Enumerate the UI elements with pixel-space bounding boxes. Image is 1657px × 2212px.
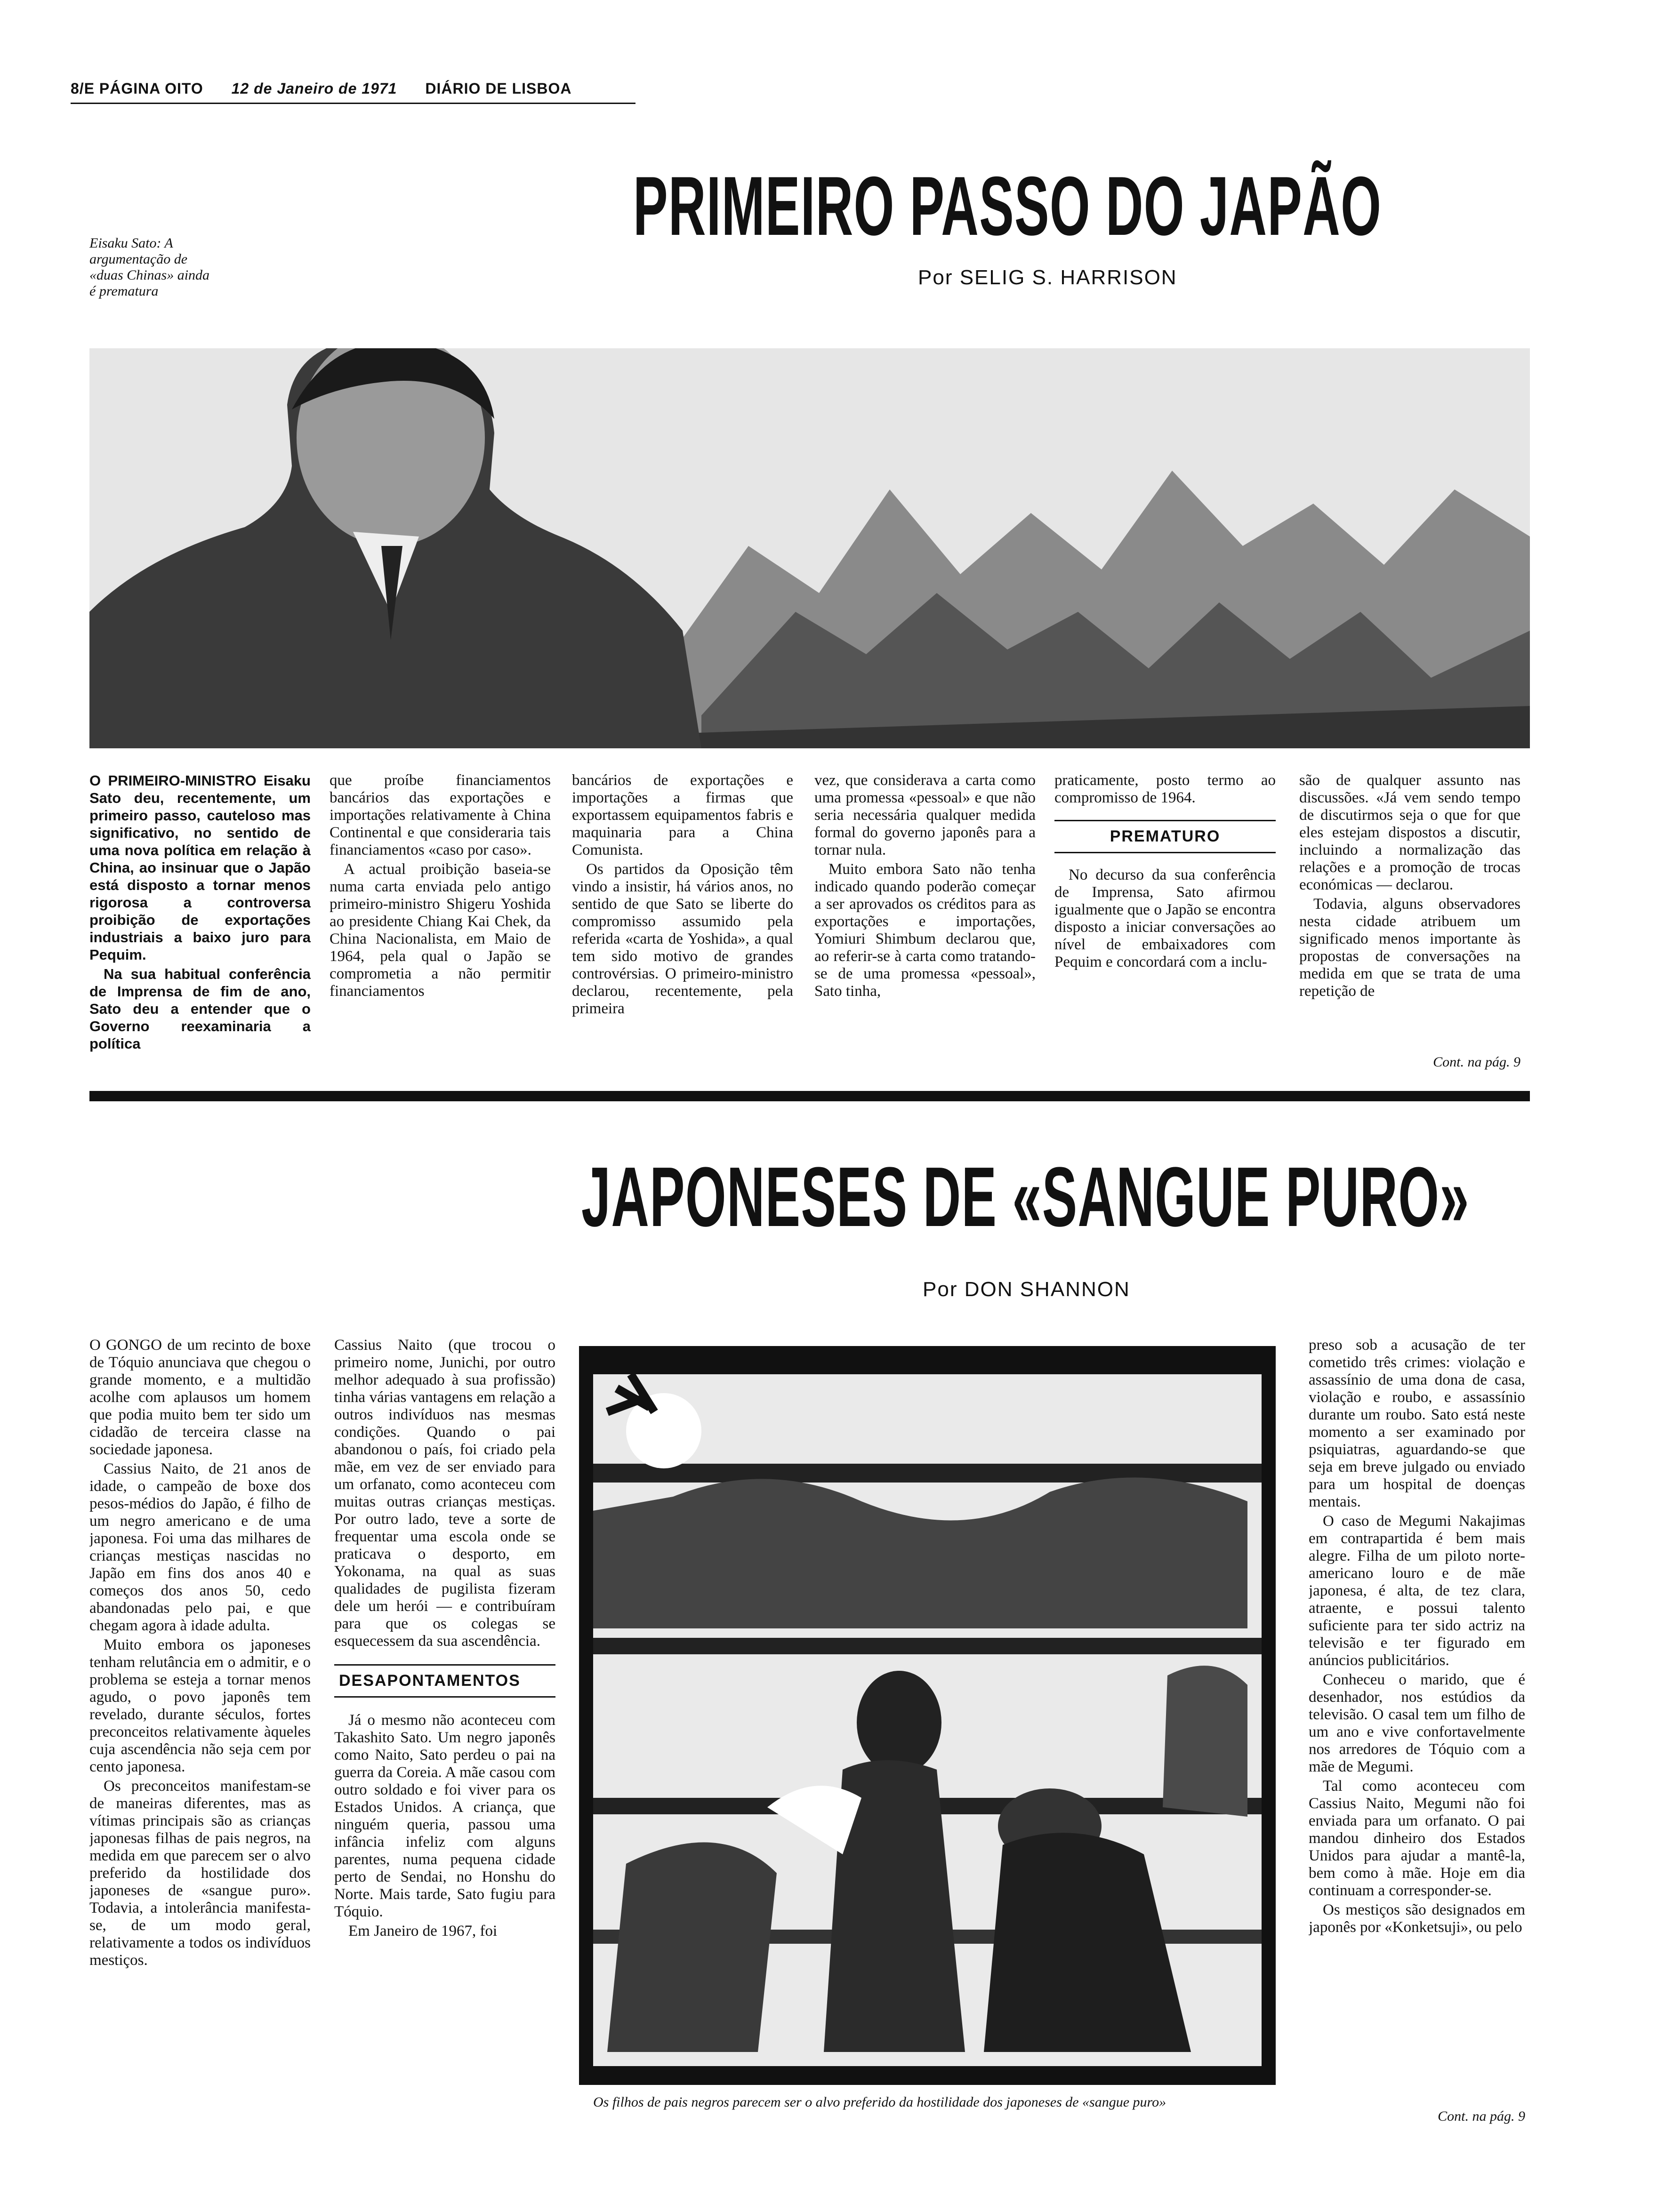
article2-col1-p3: Muito embora os japoneses tenham relutância em o admitir, e o problema se esteja a tornar menos agudo, o povo japonês tem revelado, durante séculos, fortes preconceitos relativamente àqueles cuja ascendência não seja cem por cento japonesa. — [89, 1636, 311, 1775]
article1-col5-p1: praticamente, posto termo ao compromisso de 1964. — [1054, 772, 1276, 806]
section-divider — [89, 1091, 1530, 1101]
article2-subhead: DESAPONTAMENTOS — [334, 1664, 555, 1698]
article1-col6-p1: são de qualquer assunto nas discussões. «Já vem sendo tempo de discutirmos seja o que for que eles estejam dispostos a discutir, incluindo a normalização das relações e a promoção de trocas económicas — declarou. — [1299, 772, 1520, 893]
article1-column-6 — [1299, 772, 1520, 1054]
article1-column-4 — [814, 772, 1036, 1066]
article1-col3-p1: bancários de exportações e importações a firmas que exportassem equipamentos fabris e maquinaria para a China Comunista. — [572, 772, 793, 858]
article1-column-2 — [330, 772, 551, 1066]
sato-photo-caption: Eisaku Sato: A argumentação de «duas Chinas» ainda é prematura — [89, 235, 210, 299]
article2-col4-p5: Os mestiços são designados em japonês por «Konketsuji», ou pelo — [1309, 1901, 1525, 1936]
article2-col2-p1: Cassius Naito (que trocou o primeiro nome, Junichi, por outro melhor adequado à sua profissão) tinha várias vantagens em relação a outros indivíduos nas mesmas condições. Quando o pai abandonou o país, foi criado pela mãe, em vez de ser enviado para um orfanato, como aconteceu com muitas outras crianças mestiças. Por outro lado, teve a sorte de frequentar uma escola onde se praticava o desporto, em Yokonama, na qual as suas qualidades de pugilista fizeram dele um herói — e contribuíram para que os colegas se esquecessem da sua ascendência. — [334, 1337, 555, 1650]
article2-col2-p2: Já o mesmo não aconteceu com Takashito Sato. Um negro japonês como Naito, Sato perdeu o pai na guerra da Coreia. A mãe casou com outro soldado e foi viver para os Estados Unidos. A criança, que ninguém queria, passou uma infância infeliz com alguns parentes, numa pequena cidade perto de Sendai, no Honshu do Norte. Mais tarde, Sato fugiu para Tóquio. — [334, 1712, 555, 1920]
page-number: 8/E PÁGINA OITO — [71, 80, 203, 97]
article2-column-1 — [89, 1337, 311, 2127]
article2-column-4 — [1309, 1337, 1525, 2108]
article2-col4-p2: O caso de Megumi Nakajimas em contrapartida é bem mais alegre. Filha de um piloto norte-americano louro e de mãe japonesa, é alta, de tez clara, atraente, e possui talento suficiente para ter sido actriz na televisão e ter figurado em anúncios publicitários. — [1309, 1513, 1525, 1669]
article1-col6-p2: Todavia, alguns observadores nesta cidade atribuem um significado menos importante às propostas de conversações na medida em que se trata de uma repetição de — [1299, 896, 1520, 1000]
article1-col4-p2: Muito embora Sato não tenha indicado quando poderão começar a ser aprovados os créditos para as exportações e importações, Yomiuri Shimbum declarou que, ao referir-se à carta como tratando-se de uma promessa «pessoal», Sato tinha, — [814, 861, 1036, 1000]
sato-photo — [89, 348, 1530, 748]
article2-col1-p1: O GONGO de um recinto de boxe de Tóquio anunciava que chegou o grande momento, e a multidão acolhe com aplausos um homem que podia muito bem ter sido um cidadão de terceira classe na sociedade japonesa. — [89, 1337, 311, 1458]
boxing-photo — [579, 1346, 1276, 2085]
article1-col5-p2: No decurso da sua conferência de Imprensa, Sato afirmou igualmente que o Japão se encontra disposto a iniciar conversações ao nível de embaixadores com Pequim e concordará com a inclu- — [1054, 866, 1276, 970]
article1-col1-p2: Na sua habitual conferência de Imprensa de fim de ano, Sato deu a entender que o Governo reexaminaria a política — [89, 966, 311, 1052]
article2-continuation: Cont. na pág. 9 — [1438, 2108, 1525, 2124]
article1-column-1 — [89, 772, 311, 1066]
article2-col4-p3: Conheceu o marido, que é desenhador, nos estúdios da televisão. O casal tem um filho de um ano e vive confortavelmente nos arredores de Tóquio com a mãe de Megumi. — [1309, 1671, 1525, 1775]
article2-byline: Por DON SHANNON — [923, 1278, 1130, 1301]
article2-headline: JAPONESES DE «SANGUE PURO» — [581, 1150, 1470, 1244]
sato-landscape-illustration — [89, 348, 1530, 748]
boxing-photo-caption: Os filhos de pais negros parecem ser o alvo preferido da hostilidade dos japoneses de «sangue puro» — [593, 2094, 1166, 2110]
article2-col1-p4: Os preconceitos manifestam-se de maneiras diferentes, mas as vítimas principais são as crianças japonesas filhas de pais negros, na medida em que parecem ser o alvo preferido da hostilidade dos japoneses de «sangue puro». Todavia, a intolerância manifesta-se, de um modo geral, relativamente a todos os indivíduos mestiços. — [89, 1778, 311, 1969]
article1-subhead: PREMATURO — [1054, 820, 1276, 853]
article1-headline: PRIMEIRO PASSO DO JAPÃO — [633, 159, 1382, 253]
newspaper-name: DIÁRIO DE LISBOA — [425, 80, 572, 97]
article1-byline: Por SELIG S. HARRISON — [918, 266, 1177, 289]
article2-col4-p1: preso sob a acusação de ter cometido três crimes: violação e assassínio de uma dona de casa, violação e roubo, e assassínio durante um roubo. Sato está neste momento a ser examinado por psiquiatras, aguardando-se que seja em breve julgado ou enviado para um hospital de doenças mentais. — [1309, 1337, 1525, 1510]
article1-col1-p1: O PRIMEIRO-MINISTRO Eisaku Sato deu, recentemente, um primeiro passo, cauteloso mas significativo, no sentido de uma nova política em relação à China, ao insinuar que o Japão está disposto a tornar menos rigorosa a controversa proibição de exportações industriais a baixo juro para Pequim. — [89, 772, 311, 963]
article1-column-5 — [1054, 772, 1276, 1066]
masthead — [71, 80, 635, 108]
issue-date: 12 de Janeiro de 1971 — [231, 80, 397, 97]
article2-col2-p3: Em Janeiro de 1967, foi — [348, 1923, 498, 1940]
article1-col4-p1: vez, que considerava a carta como uma promessa «pessoal» e que não seria necessária qualquer medida formal do governo japonês para a tornar nula. — [814, 772, 1036, 858]
masthead-rule — [71, 103, 635, 104]
article1-col2-p2: A actual proibição baseia-se numa carta enviada pelo antigo primeiro-ministro Shigeru Yoshida ao presidente Chiang Kai Chek, da China Nacionalista, em Maio de 1964, pela qual o Japão se comprometia a não permitir financiamentos — [330, 861, 551, 1000]
article1-continuation: Cont. na pág. 9 — [1433, 1054, 1520, 1070]
article2-col4-p4: Tal como aconteceu com Cassius Naito, Megumi não foi enviada para um orfanato. O pai mandou dinheiro dos Estados Unidos para ajudar a mantê-la, bem como à mãe. Hoje em dia continuam a corresponder-se. — [1309, 1778, 1525, 1899]
article2-column-2 — [334, 1337, 555, 2127]
boxing-photo-illustration — [579, 1346, 1276, 2085]
article1-col2-p1: que proíbe financiamentos bancários das exportações e importações relativamente à China Continental e que consideraria tais financiamentos «caso por caso». — [330, 772, 551, 858]
article1-column-3 — [572, 772, 793, 1066]
article2-col1-p2: Cassius Naito, de 21 anos de idade, o campeão de boxe dos pesos-médios do Japão, é filho de um negro americano e de uma japonesa. Foi uma das milhares de crianças mestiças nascidas no Japão em fins dos anos 40 e começos dos anos 50, cedo abandonadas pelo pai, e que chegam agora à idade adulta. — [89, 1460, 311, 1634]
article1-col3-p2: Os partidos da Oposição têm vindo a insistir, há vários anos, no sentido de que Sato se liberte do compromisso assumido pela referida «carta de Yoshida», a qual tem sido motivo de grandes controvérsias. O primeiro-ministro declarou, recentemente, pela primeira — [572, 861, 793, 1017]
